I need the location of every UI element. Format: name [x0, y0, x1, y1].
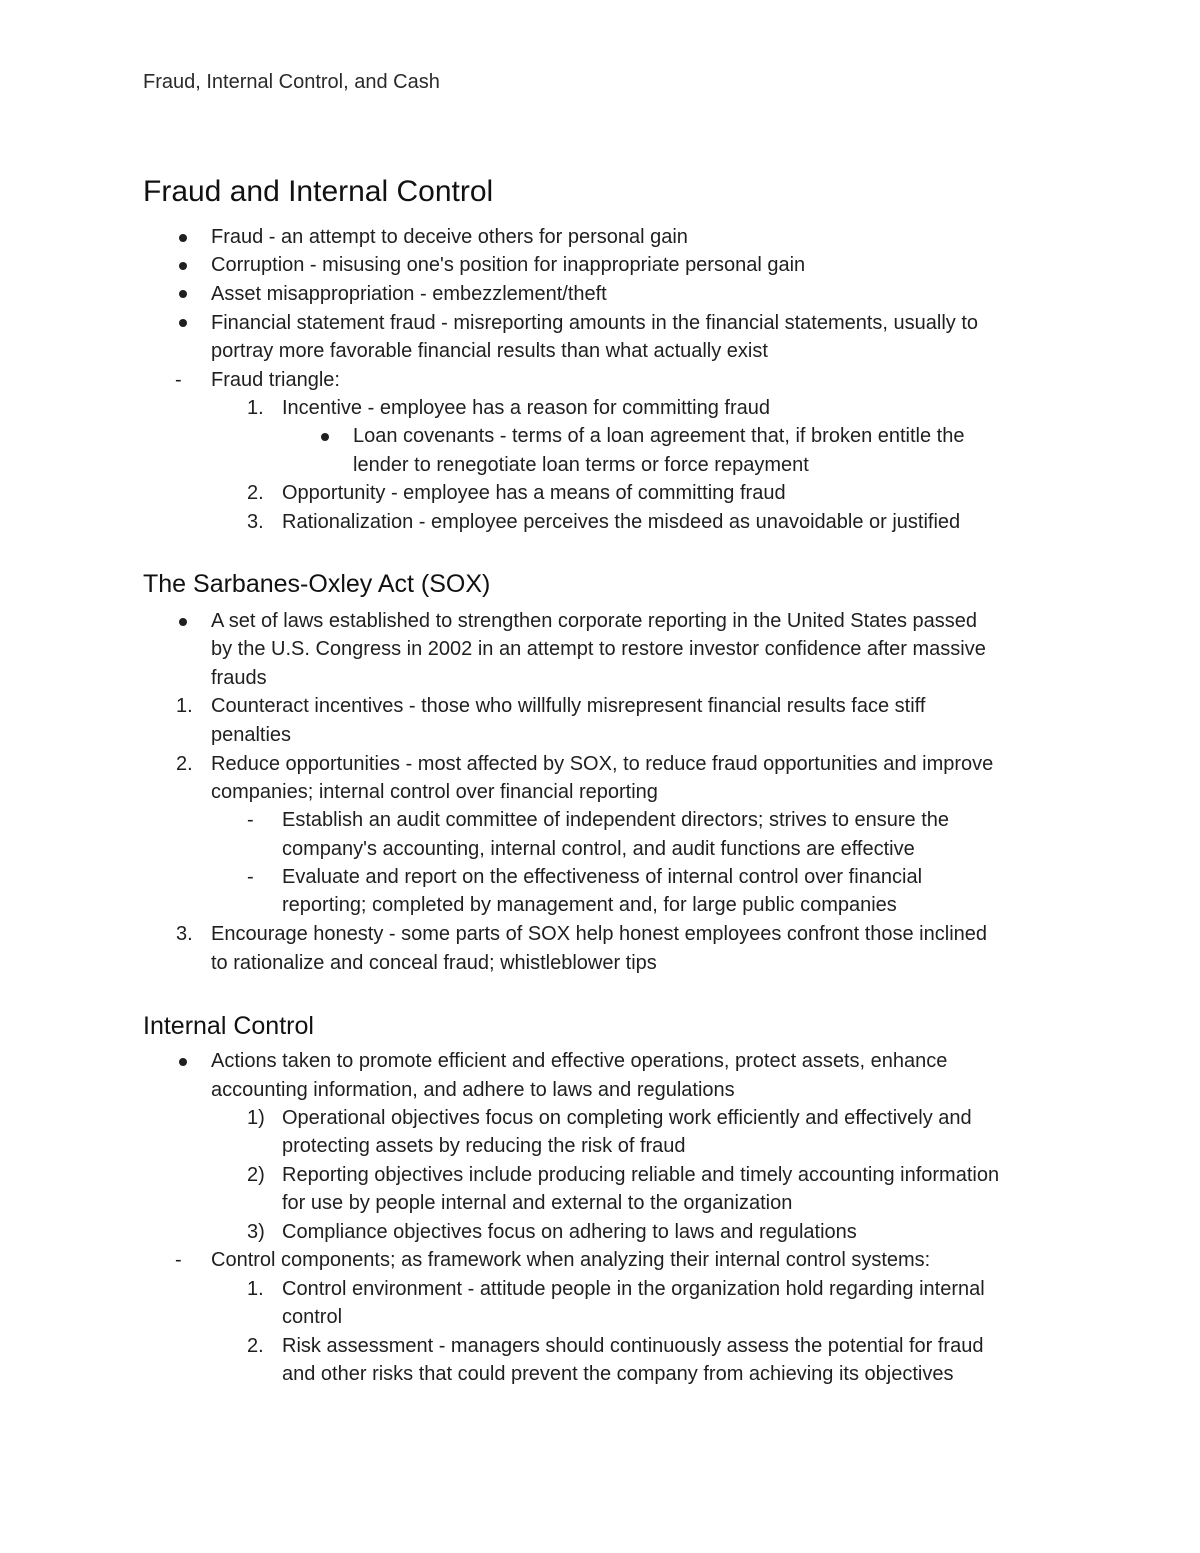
list-item: Opportunity - employee has a means of committing fraud [282, 482, 786, 504]
bullet-icon [179, 618, 187, 626]
bullet-icon [179, 290, 187, 298]
bullet-icon [321, 433, 329, 441]
list-item: Reduce opportunities - most affected by SOX, to reduce fraud opportunities and improve [211, 753, 994, 775]
list-item: Reporting objectives include producing reliable and timely accounting information [282, 1164, 1000, 1186]
list-item-continuation: control [282, 1306, 343, 1328]
list-item-continuation: portray more favorable financial results than what actually exist [211, 340, 768, 362]
number-marker: 2) [247, 1164, 265, 1186]
list-item: Rationalization - employee perceives the misdeed as unavoidable or justified [282, 511, 961, 533]
list-item-continuation: to rationalize and conceal fraud; whistleblower tips [211, 952, 657, 974]
bullet-icon [179, 234, 187, 242]
section-heading-fraud-internal-control: Fraud and Internal Control [143, 175, 494, 208]
list-item: Corruption - misusing one's position for inappropriate personal gain [211, 254, 806, 276]
dash-marker: - [175, 1249, 182, 1271]
dash-marker: - [175, 369, 182, 391]
list-item-continuation: reporting; completed by management and, for large public companies [282, 894, 897, 916]
number-marker: 2. [247, 1335, 264, 1357]
list-item: Loan covenants - terms of a loan agreement that, if broken entitle the [353, 425, 965, 447]
list-item: Risk assessment - managers should continuously assess the potential for fraud [282, 1335, 984, 1357]
list-item: Fraud triangle: [211, 369, 340, 391]
list-item: Encourage honesty - some parts of SOX help honest employees confront those inclined [211, 923, 988, 945]
number-marker: 3. [176, 923, 193, 945]
list-item: Evaluate and report on the effectiveness of internal control over financial [282, 866, 923, 888]
number-marker: 1. [176, 695, 193, 717]
list-item-continuation: companies; internal control over financial reporting [211, 781, 658, 803]
list-item: Control environment - attitude people in the organization hold regarding internal [282, 1278, 985, 1300]
list-item-continuation: for use by people internal and external to the organization [282, 1192, 793, 1214]
list-item: Operational objectives focus on completing work efficiently and effectively and [282, 1107, 972, 1129]
list-item: Financial statement fraud - misreporting amounts in the financial statements, usually to [211, 312, 979, 334]
section-heading-sox: The Sarbanes-Oxley Act (SOX) [143, 570, 491, 598]
list-item: Compliance objectives focus on adhering to laws and regulations [282, 1221, 857, 1243]
bullet-icon [179, 319, 187, 327]
number-marker: 2. [176, 753, 193, 775]
list-item-continuation: lender to renegotiate loan terms or force repayment [353, 454, 809, 476]
section-heading-internal-control: Internal Control [143, 1012, 314, 1040]
list-item-continuation: and other risks that could prevent the company from achieving its objectives [282, 1363, 954, 1385]
bullet-icon [179, 1058, 187, 1066]
list-item: Counteract incentives - those who willfully misrepresent financial results face stiff [211, 695, 926, 717]
list-item-continuation: penalties [211, 724, 292, 746]
dash-marker: - [247, 866, 254, 888]
list-item: Establish an audit committee of independent directors; strives to ensure the [282, 809, 950, 831]
number-marker: 2. [247, 482, 264, 504]
list-item: Incentive - employee has a reason for committing fraud [282, 397, 771, 419]
list-item: A set of laws established to strengthen corporate reporting in the United States passed [211, 610, 978, 632]
bullet-icon [179, 262, 187, 270]
list-item: Actions taken to promote efficient and effective operations, protect assets, enhance [211, 1050, 948, 1072]
number-marker: 3. [247, 511, 264, 533]
number-marker: 3) [247, 1221, 265, 1243]
number-marker: 1) [247, 1107, 265, 1129]
list-item-continuation: company's accounting, internal control, and audit functions are effective [282, 838, 915, 860]
list-item-continuation: accounting information, and adhere to laws and regulations [211, 1079, 735, 1101]
dash-marker: - [247, 809, 254, 831]
list-item: Control components; as framework when analyzing their internal control systems: [211, 1249, 931, 1271]
list-item-continuation: protecting assets by reducing the risk of fraud [282, 1135, 686, 1157]
list-item: Asset misappropriation - embezzlement/theft [211, 283, 607, 305]
document-header-title: Fraud, Internal Control, and Cash [143, 71, 440, 93]
list-item: Fraud - an attempt to deceive others for personal gain [211, 226, 688, 248]
list-item-continuation: frauds [211, 667, 267, 689]
number-marker: 1. [247, 397, 264, 419]
number-marker: 1. [247, 1278, 264, 1300]
list-item-continuation: by the U.S. Congress in 2002 in an attempt to restore investor confidence after massive [211, 638, 986, 660]
